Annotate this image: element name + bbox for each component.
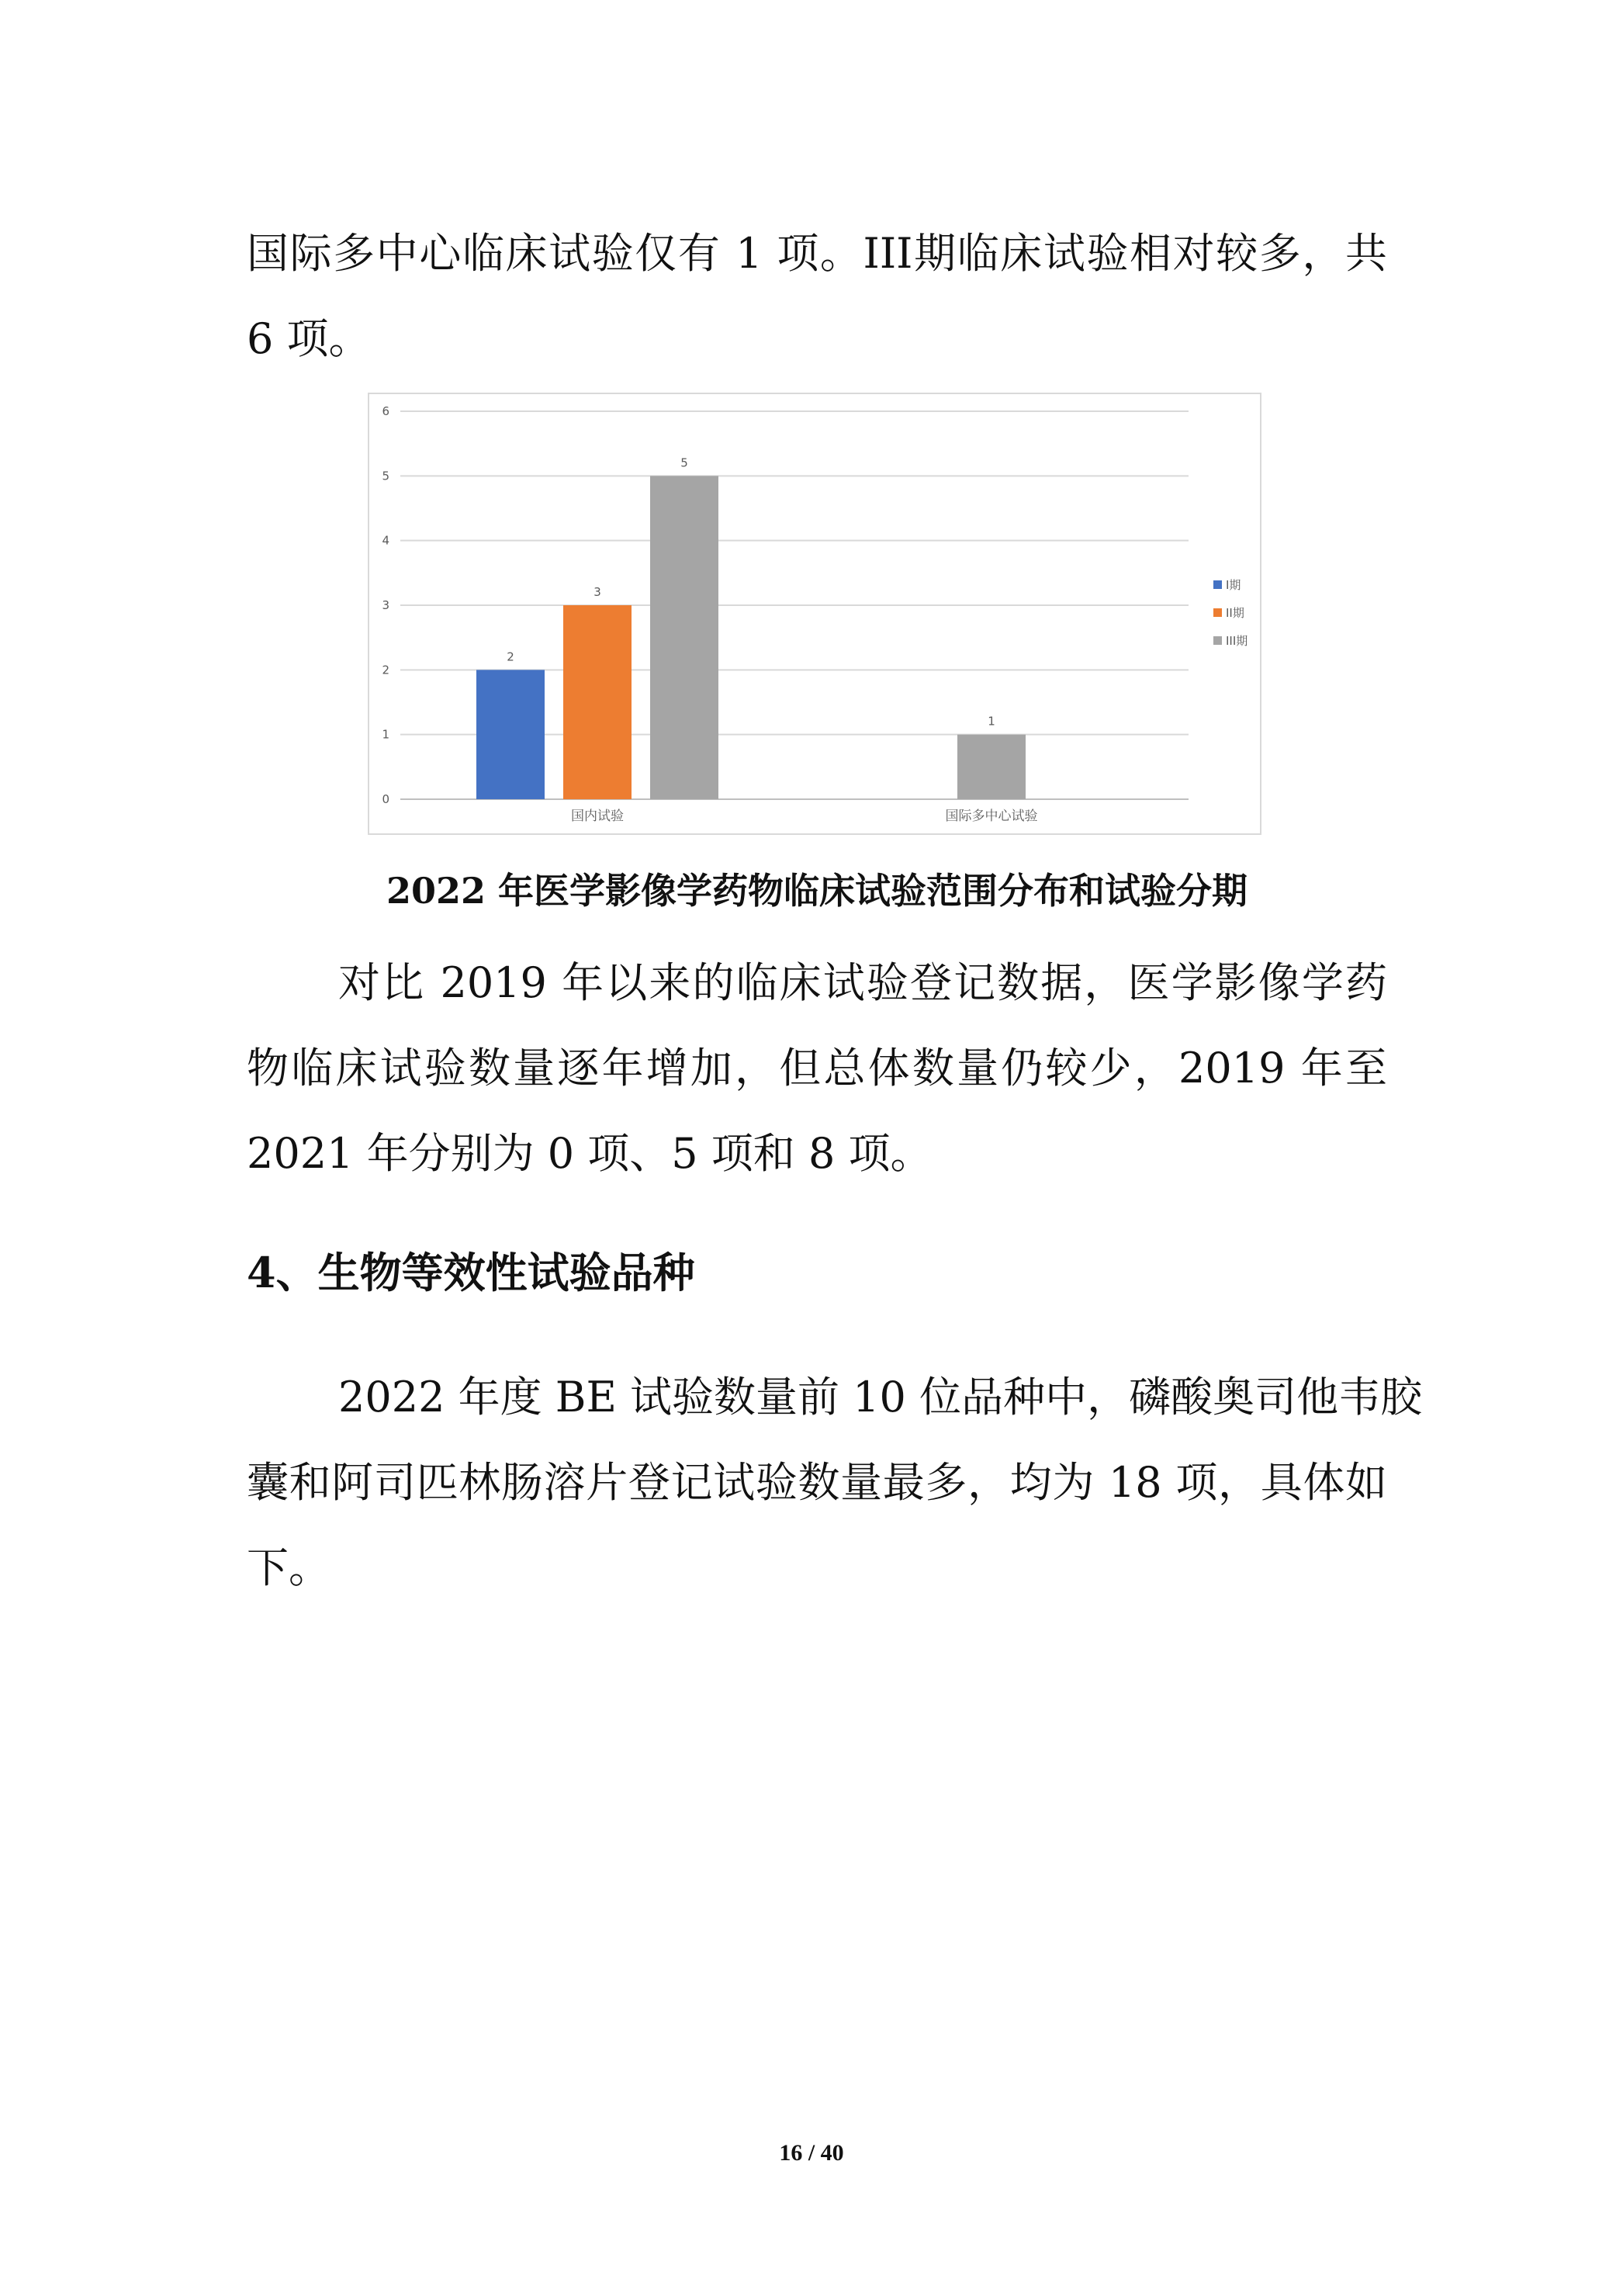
bar (476, 670, 545, 799)
data-label: 2 (507, 649, 514, 664)
comparison-line-1: 对比 2019 年以来的临床试验登记数据，医学影像学药 (338, 958, 1387, 1007)
y-tick-label: 4 (382, 533, 389, 548)
legend-swatch (1213, 636, 1222, 645)
x-tick-label: 国际多中心试验 (945, 809, 1038, 824)
section-heading: 4、生物等效性试验品种 (247, 1248, 695, 1297)
figure-caption: 2022 年医学影像学药物临床试验范围分布和试验分期 (386, 870, 1248, 912)
be-line-3: 下。 (247, 1543, 330, 1592)
y-tick-label: 3 (382, 598, 389, 612)
be-paragraph (247, 1355, 1423, 1611)
bar-chart (368, 393, 1261, 835)
intro-line-2: 6 项。 (247, 314, 371, 363)
y-tick-label: 2 (382, 663, 389, 677)
legend-entry: I期 (1226, 578, 1241, 592)
x-tick-label: 国内试验 (571, 809, 624, 824)
data-label: 1 (988, 714, 995, 729)
be-line-1: 2022 年度 BE 试验数量前 10 位品种中，磷酸奥司他韦胶 (338, 1373, 1423, 1422)
legend-swatch (1213, 580, 1222, 589)
data-label: 3 (593, 585, 601, 599)
comparison-paragraph (247, 940, 1387, 1196)
y-tick-label: 0 (382, 792, 389, 806)
comparison-line-2: 物临床试验数量逐年增加，但总体数量仍较少，2019 年至 (247, 1044, 1387, 1093)
bar (563, 605, 632, 799)
legend-entry: II期 (1226, 606, 1244, 620)
y-tick-label: 1 (382, 727, 389, 742)
bar (957, 735, 1026, 799)
bar-chart-svg (369, 394, 1260, 833)
page-number: 16 / 40 (779, 2140, 844, 2166)
data-label: 5 (680, 455, 688, 470)
comparison-line-3: 2021 年分别为 0 项、5 项和 8 项。 (247, 1129, 933, 1178)
bar (650, 476, 718, 799)
legend-swatch (1213, 608, 1222, 617)
y-tick-label: 5 (382, 469, 389, 483)
intro-paragraph (247, 211, 1387, 382)
be-line-2: 囊和阿司匹林肠溶片登记试验数量最多，均为 18 项，具体如 (247, 1458, 1387, 1507)
y-tick-label: 6 (382, 404, 389, 418)
intro-line-1: 国际多中心临床试验仅有 1 项。III期临床试验相对较多，共 (247, 229, 1387, 278)
legend-entry: III期 (1226, 634, 1248, 648)
